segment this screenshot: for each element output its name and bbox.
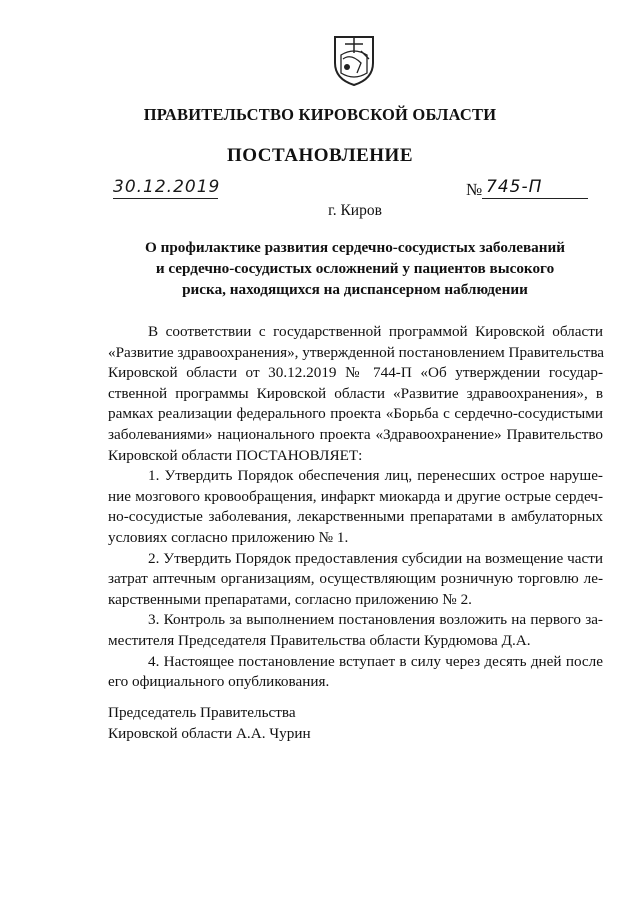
title-line: риска, находящихся на диспансерном наблюдении [182,281,528,298]
text-line: рамках реализации федерального проекта «Борьба с сердечно-сосудистыми [108,405,603,423]
item-1-paragraph [108,466,603,548]
item-4-paragraph [108,652,603,693]
text-line: затрат аптечным организациям, осуществляющим розничную торговлю ле- [108,570,603,588]
title-line: и сердечно-сосудистых осложнений у пациентов высокого [155,260,555,277]
text-line: 2. Утвердить Порядок предоставления субсидии на возмещение части [148,549,603,567]
text-line: ние мозгового кровообращения, инфаркт миокарда и другие острые сердеч- [108,487,603,505]
text-line: Кировской области от 30.12.2019 № 744-П «Об утверждении государ- [108,364,603,382]
signatory-name: Кировской области А.А. Чурин [108,724,311,742]
text-line: ственной программы Кировской области «Развитие здравоохранения», в [108,384,603,402]
text-line: 1. Утвердить Порядок обеспечения лиц, перенесших острое наруше- [148,467,603,485]
preamble-paragraph [108,322,603,466]
text-line: его официального опубликования. [108,673,330,691]
text-line: карственными препаратами, согласно приложению № 2. [108,590,472,608]
text-line: но-сосудистые заболевания, лекарственными препаратами в амбулаторных [108,508,603,526]
title-line: О профилактике развития сердечно-сосудистых заболеваний [144,239,566,256]
text-line: заболеваниями» национального проекта «Здравоохранение» Правительство [108,425,603,443]
city-line: г. Киров [328,202,382,219]
text-line: В соответствии с государственной программой Кировской области [148,323,603,340]
item-2-paragraph [108,549,603,611]
text-line: условиях согласно приложению № 1. [108,528,349,546]
text-line: Кировской области ПОСТАНОВЛЯЕТ: [108,446,363,464]
document-title [100,237,610,300]
signature-block [108,703,311,744]
text-line: 3. Контроль за выполнением постановления возложить на первого за- [148,611,603,629]
organization-name: ПРАВИТЕЛЬСТВО КИРОВСКОЙ ОБЛАСТИ [143,105,497,124]
text-line: «Развитие здравоохранения», утвержденной постановлением Правительства [108,343,605,361]
document-date: 30.12.2019 [113,177,221,197]
text-line: 4. Настоящее постановление вступает в силу через десять дней после [148,652,603,670]
item-3-paragraph [108,610,603,651]
document-number: 745-П [482,176,588,199]
signatory-title: Председатель Правительства [108,704,296,721]
text-line: местителя Председателя Правительства области Курдюмова Д.А. [108,631,531,649]
coat-of-arms-emblem [331,33,377,87]
document-type: ПОСТАНОВЛЕНИЕ [226,145,414,166]
document-body [108,322,603,693]
number-label: № [466,180,483,199]
